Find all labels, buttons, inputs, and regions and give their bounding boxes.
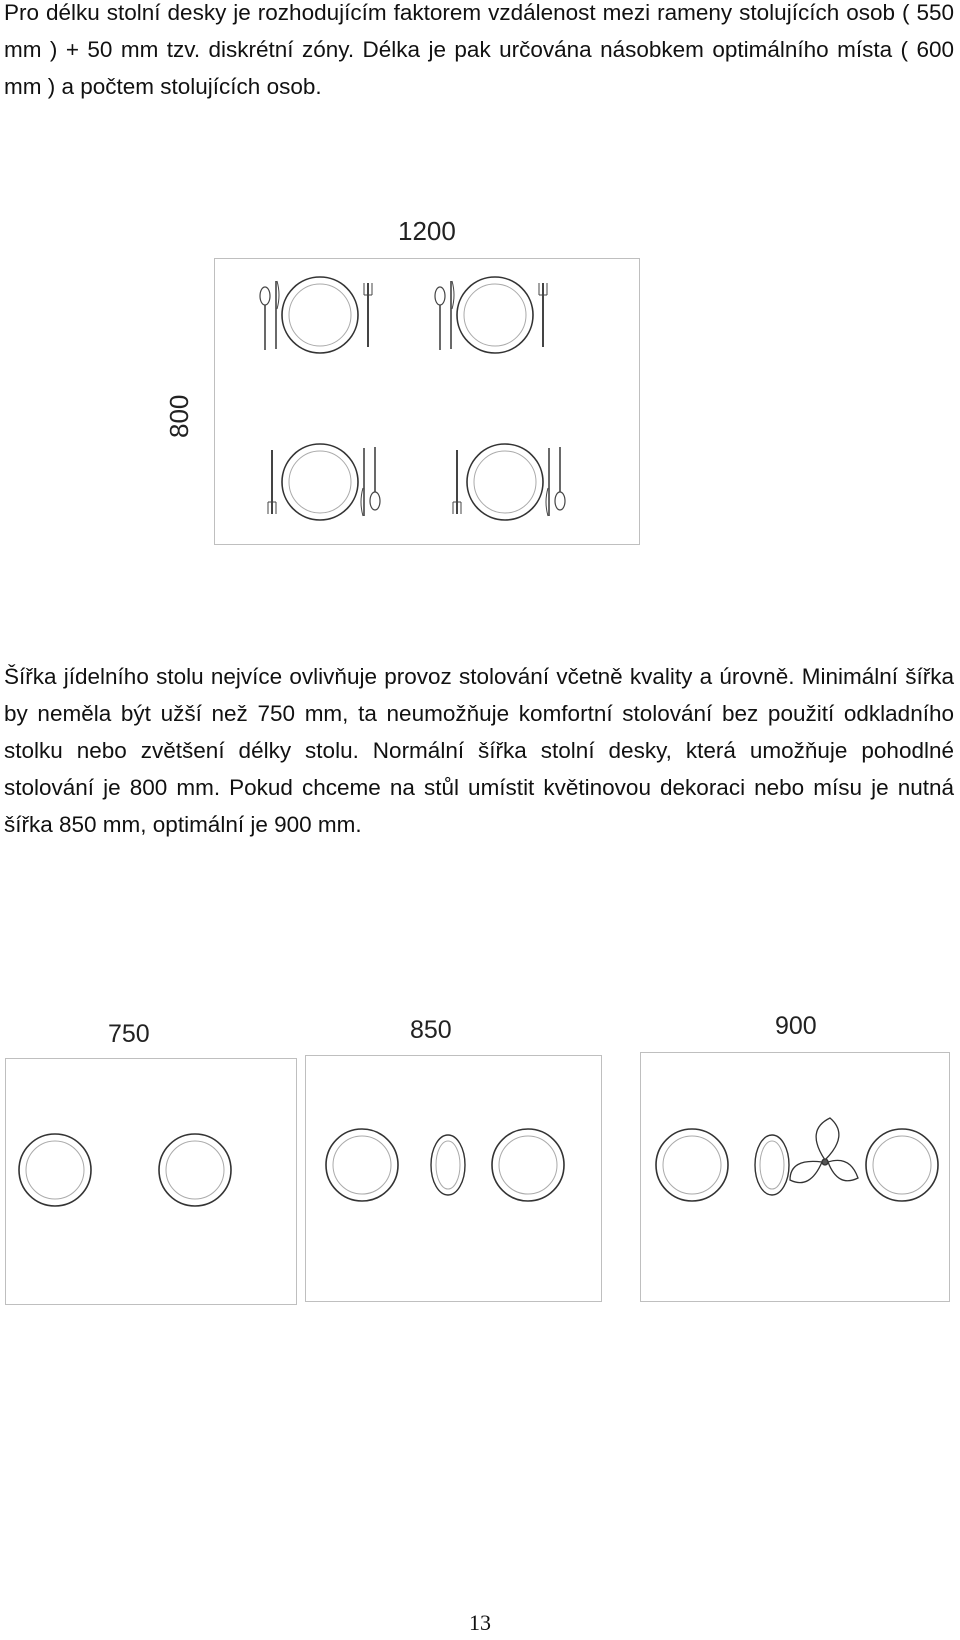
table-layout-figure-1200x800	[164, 216, 650, 580]
dimension-label-width: 1200	[398, 216, 456, 246]
table-widths-figure	[0, 1010, 960, 1310]
width-label-850: 850	[410, 1016, 452, 1044]
paragraph-table-length: Pro délku stolní desky je rozhodujícím faktorem vzdálenost mezi rameny stolujících osob ( 550 mm ) + 50 mm tzv. diskrétní zóny. Délka je pak určována násobkem optimálního místa ( 600 mm ) a počtem stolujících osob.	[4, 0, 954, 99]
page-number: 13	[469, 1610, 491, 1635]
place-setting-top-left	[260, 277, 372, 353]
table-850	[305, 1055, 602, 1302]
table-900	[640, 1052, 950, 1302]
plates-750	[19, 1134, 231, 1206]
place-setting-bottom-right	[453, 444, 565, 520]
width-label-900: 900	[775, 1012, 817, 1040]
width-label-750: 750	[108, 1020, 150, 1048]
place-setting-top-right	[435, 277, 547, 353]
paragraph-table-width: Šířka jídelního stolu nejvíce ovlivňuje provoz stolování včetně kvality a úrovně. Minimální šířka by neměla být užší než 750 mm, ta neumožňuje komfortní stolování bez použití odkladního stolku nebo zvětšení délky stolu. Normální šířka stolní desky, která umožňuje pohodlné stolování je 800 mm. Pokud chceme na stůl umístit květinovou dekoraci nebo mísu je nutná šířka 850 mm, optimální je 900 mm.	[4, 664, 954, 837]
place-settings	[170, 220, 650, 580]
dimension-label-depth: 800	[164, 394, 194, 438]
place-setting-bottom-left	[268, 444, 380, 520]
